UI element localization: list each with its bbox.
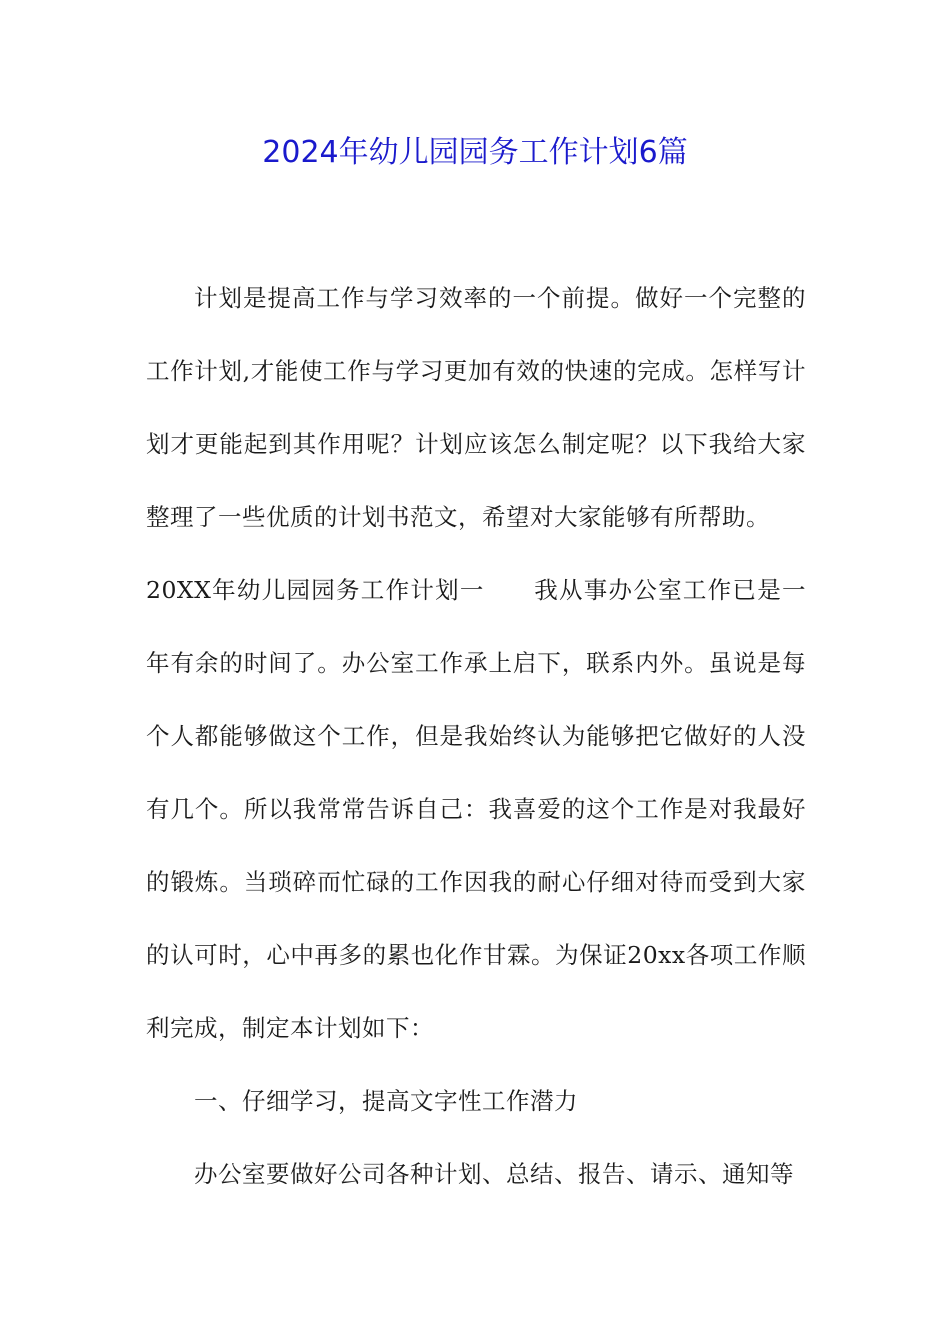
section-one-paragraph: 办公室要做好公司各种计划、总结、报告、请示、通知等 <box>194 1160 794 1188</box>
document-title: 2024年幼儿园园务工作计划6篇 <box>262 135 688 170</box>
document-body <box>146 262 806 1211</box>
section-heading-one: 一、仔细学习，提高文字性工作潜力 <box>194 1087 578 1115</box>
intro-paragraph: 计划是提高工作与学习效率的一个前提。做好一个完整的工作计划,才能使工作与学习更加有效的快速的完成。怎样写计划才更能起到其作用呢？计划应该怎么制定呢？以下我给大家整理了一些优质的计划书范文，希望对大家能够有所帮助。 <box>146 284 806 531</box>
plan-one-paragraph: 20XX年幼儿园园务工作计划一 我从事办公室工作已是一年有余的时间了。办公室工作承上启下，联系内外。虽说是每个人都能够做这个工作，但是我始终认为能够把它做好的人没有几个。所以我常常告诉自己：我喜爱的这个工作是对我最好的锻炼。当琐碎而忙碌的工作因我的耐心仔细对待而受到大家的认可时，心中再多的累也化作甘霖。为保证20xx各项工作顺利完成，制定本计划如下： <box>146 576 806 1042</box>
